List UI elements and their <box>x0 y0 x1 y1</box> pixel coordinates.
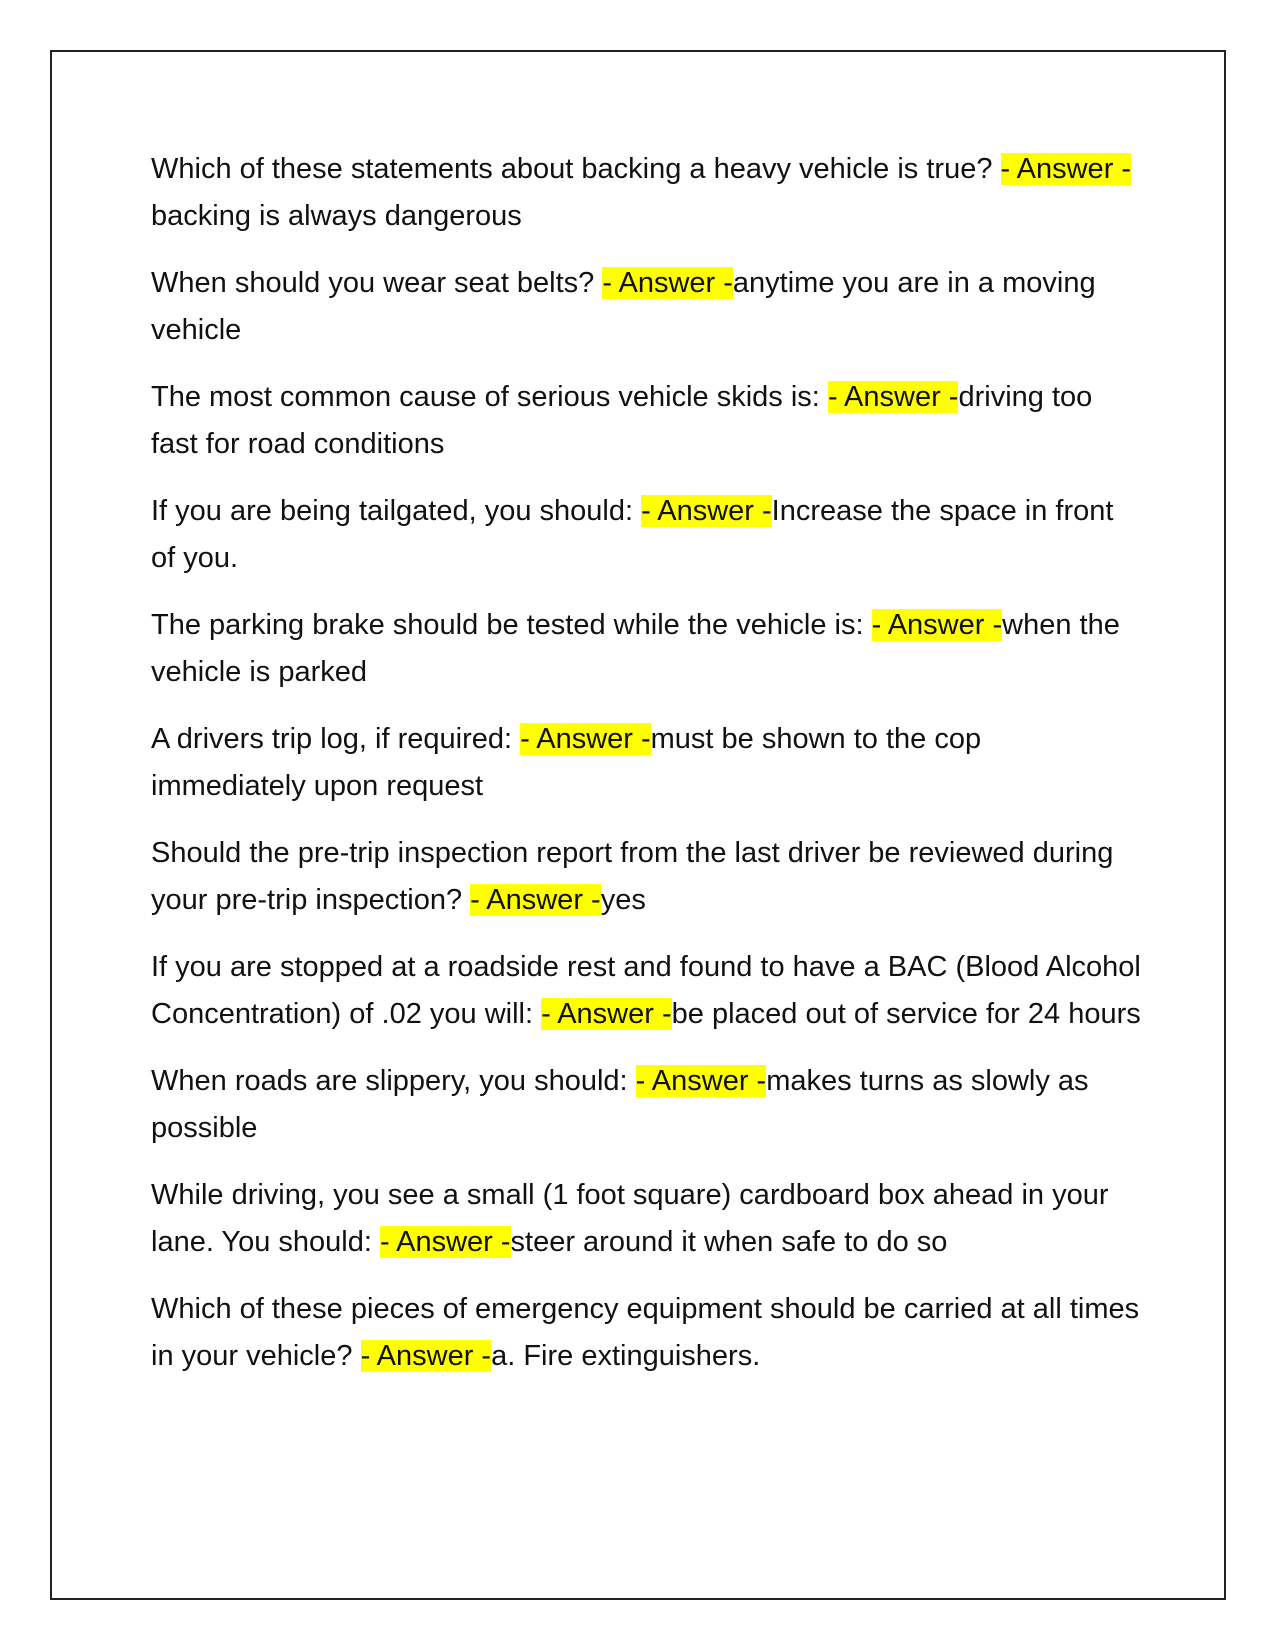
question-text: While driving, you see a small (1 foot square) cardboard box ahead in your lane. You should: <box>151 1179 1109 1258</box>
answer-marker: - Answer - <box>641 495 772 527</box>
answer-text: anytime you are in a moving vehicle <box>151 267 1096 346</box>
qa-list <box>151 146 1141 1400</box>
qa-item <box>151 374 1141 468</box>
question-text: If you are stopped at a roadside rest and found to have a BAC (Blood Alcohol Concentration) of .02 you will: <box>151 951 1141 1030</box>
answer-marker: - Answer - <box>520 723 651 755</box>
qa-item <box>151 488 1141 582</box>
qa-item <box>151 1058 1141 1152</box>
question-text: The most common cause of serious vehicle skids is: <box>151 381 828 413</box>
answer-marker: - Answer - <box>379 1226 511 1258</box>
question-text: Which of these statements about backing a heavy vehicle is true? <box>151 153 1001 185</box>
answer-text: backing is always dangerous <box>151 200 522 232</box>
answer-marker: - Answer - <box>360 1340 492 1372</box>
qa-item <box>151 944 1141 1038</box>
question-text: A drivers trip log, if required: <box>151 723 521 755</box>
question-text: The parking brake should be tested while the vehicle is: <box>151 609 872 641</box>
qa-item <box>151 716 1141 810</box>
qa-item <box>151 830 1141 924</box>
question-text: Should the pre-trip inspection report from the last driver be reviewed during your pre-trip inspection? <box>151 837 1114 916</box>
answer-marker: - Answer - <box>1000 153 1132 185</box>
answer-marker: - Answer - <box>635 1065 767 1097</box>
answer-text: steer around it when safe to do so <box>510 1226 948 1258</box>
answer-text: when the vehicle is parked <box>151 609 1120 688</box>
answer-marker: - Answer - <box>470 884 601 916</box>
qa-item <box>151 602 1141 696</box>
answer-text: must be shown to the cop immediately upon request <box>151 723 982 802</box>
answer-marker: - Answer - <box>827 381 959 413</box>
answer-text: be placed out of service for 24 hours <box>671 998 1141 1030</box>
qa-item <box>151 260 1141 354</box>
answer-text: driving too fast for road conditions <box>151 381 1093 460</box>
qa-item <box>151 146 1141 240</box>
answer-text: makes turns as slowly as possible <box>151 1065 1089 1144</box>
question-text: When roads are slippery, you should: <box>151 1065 636 1097</box>
answer-marker: - Answer - <box>602 267 733 299</box>
answer-marker: - Answer - <box>541 998 672 1030</box>
question-text: If you are being tailgated, you should: <box>151 495 642 527</box>
answer-marker: - Answer - <box>871 609 1003 641</box>
qa-item <box>151 1286 1141 1380</box>
answer-text: a. Fire extinguishers. <box>491 1340 761 1372</box>
answer-text: Increase the space in front of you. <box>151 495 1114 574</box>
answer-text: yes <box>600 884 646 916</box>
question-text: When should you wear seat belts? <box>151 267 603 299</box>
question-text: Which of these pieces of emergency equipment should be carried at all times in your vehicle? <box>151 1293 1140 1372</box>
qa-item <box>151 1172 1141 1266</box>
